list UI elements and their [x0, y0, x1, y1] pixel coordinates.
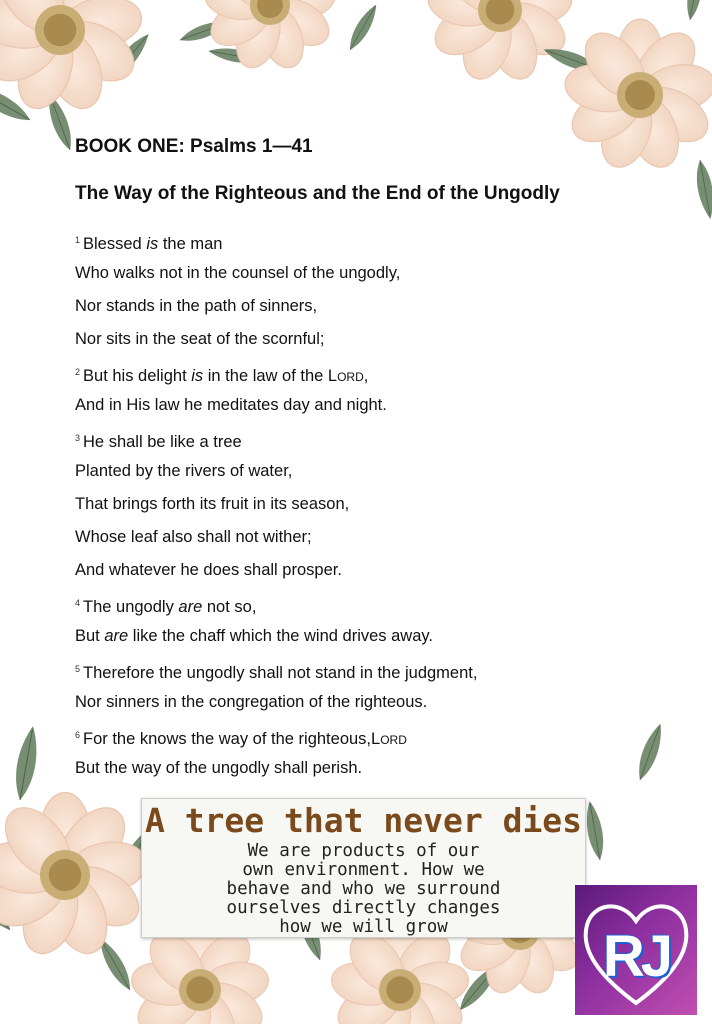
verse-line — [75, 521, 477, 554]
verse-text: the man — [158, 235, 223, 253]
verse-emphasis: are — [104, 627, 129, 645]
verse-text: And whatever he does shall prosper. — [75, 561, 342, 579]
verse-number: 1 — [75, 235, 81, 245]
verse-line — [75, 290, 477, 323]
verse-line — [75, 389, 477, 422]
verse-line — [75, 752, 477, 785]
verse-text: And in His law he meditates day and night. — [75, 396, 387, 414]
verse-text: , — [363, 367, 369, 385]
verse-text: But the way of the ungodly shall perish. — [75, 759, 363, 777]
verse-divine-name: Lord — [371, 730, 407, 748]
verse-emphasis: is — [191, 367, 204, 385]
verse-text: That brings forth its fruit in its season, — [75, 495, 350, 513]
quote-title: A tree that never dies — [144, 801, 583, 840]
verse-list — [75, 224, 477, 785]
verse-emphasis: are — [178, 598, 203, 616]
verse-text: in the law of the — [203, 367, 328, 385]
verse-line — [75, 422, 477, 455]
verse-line — [75, 224, 477, 257]
verse-text: But his delight — [83, 367, 192, 385]
quote-line: own environment. How we — [242, 860, 485, 880]
verse-number: 5 — [75, 664, 81, 674]
rj-logo — [575, 885, 697, 1015]
verse-text: not so, — [202, 598, 257, 616]
verse-number: 4 — [75, 598, 81, 608]
verse-text: Planted by the rivers of water, — [75, 462, 293, 480]
verse-text: Nor sinners in the congregation of the righteous. — [75, 693, 428, 711]
verse-line — [75, 455, 477, 488]
verse-text: Nor sits in the seat of the scornful; — [75, 330, 325, 348]
verse-text: knows the way of the righteous, — [139, 730, 372, 748]
verse-text: Who walks not in the counsel of the ungodly, — [75, 264, 401, 282]
verse-text: The ungodly — [83, 598, 179, 616]
verse-line — [75, 554, 477, 587]
verse-number: 2 — [75, 367, 81, 377]
psalm-title: The Way of the Righteous and the End of the Ungodly — [75, 183, 560, 204]
verse-text: Therefore the ungodly shall not stand in the judgment, — [83, 664, 478, 682]
verse-text: Whose leaf also shall not wither; — [75, 528, 312, 546]
verse-text: But — [75, 627, 105, 645]
quote-line: behave and who we surround — [226, 879, 501, 899]
book-title: BOOK ONE: Psalms 1—41 — [75, 136, 313, 157]
quote-line: ourselves directly changes — [226, 898, 501, 918]
verse-number: 3 — [75, 433, 81, 443]
quote-line: how we will grow — [279, 917, 448, 937]
quote-card — [141, 798, 586, 938]
verse-line — [75, 488, 477, 521]
verse-number: 6 — [75, 730, 81, 740]
verse-text: He shall be like a tree — [83, 433, 242, 451]
verse-line — [75, 686, 477, 719]
verse-text: like the chaff which the wind drives away. — [128, 627, 434, 645]
quote-body — [142, 842, 585, 937]
verse-line — [75, 356, 477, 389]
verse-divine-name: Lord — [327, 367, 364, 385]
verse-line — [75, 323, 477, 356]
verse-line — [75, 653, 477, 686]
verse-line — [75, 620, 477, 653]
quote-line: We are products of our — [247, 841, 480, 861]
verse-line — [75, 719, 477, 752]
verse-text: Blessed — [83, 235, 147, 253]
verse-text: Nor stands in the path of sinners, — [75, 297, 318, 315]
logo-text: RJ — [602, 924, 670, 989]
verse-line — [75, 587, 477, 620]
verse-line — [75, 257, 477, 290]
verse-text: For the — [83, 730, 140, 748]
verse-emphasis: is — [146, 235, 159, 253]
